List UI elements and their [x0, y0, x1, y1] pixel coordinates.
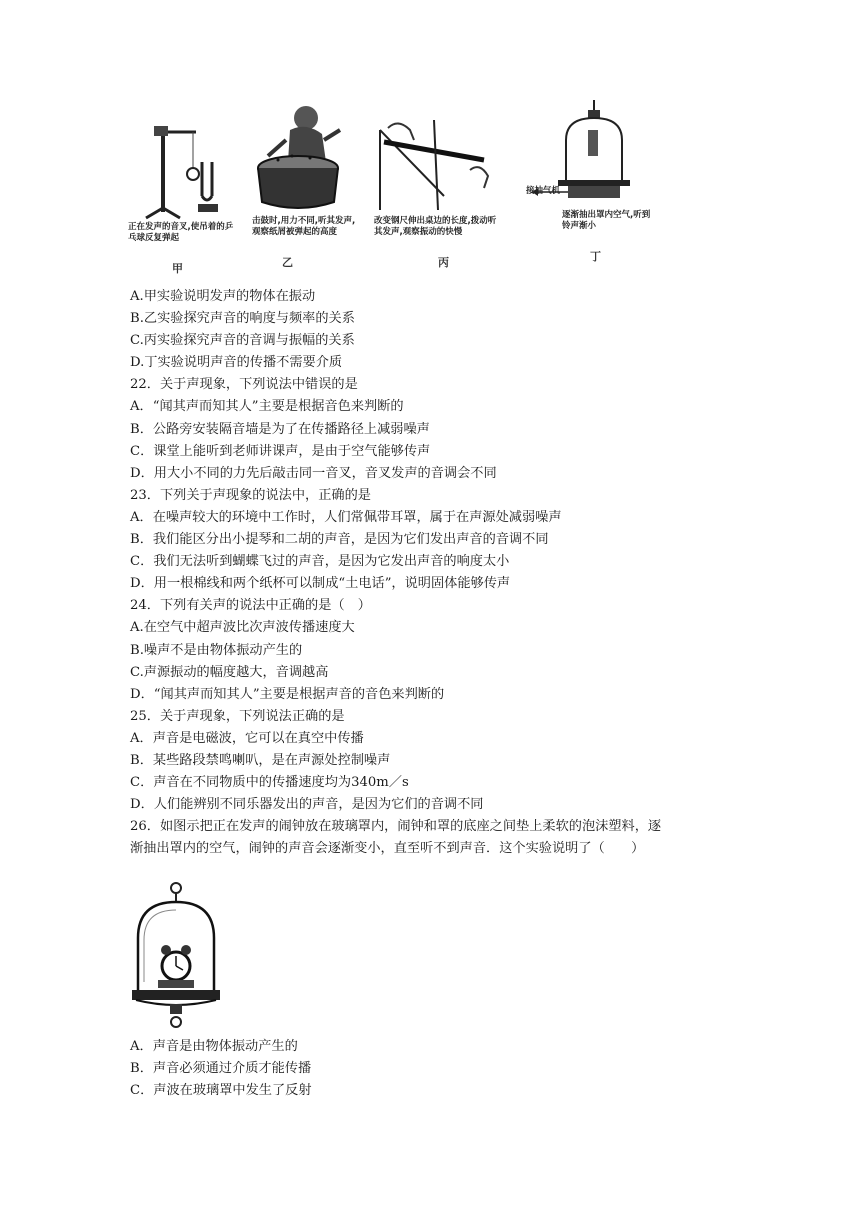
- q22-option-c: C．课堂上能听到老师讲课声，是由于空气能够传声: [130, 443, 431, 459]
- q22-stem: 22．关于声现象，下列说法中错误的是: [130, 377, 358, 393]
- q21-option-c: C.丙实验探究声音的音调与振幅的关系: [130, 333, 355, 349]
- figure-ding-caption: 逐渐抽出罩内空气,听到铃声渐小: [562, 210, 651, 231]
- figure-yi-caption: 击鼓时,用力不同,听其发声,观察纸屑被弹起的高度: [252, 216, 356, 237]
- q23-option-a: A．在噪声较大的环境中工作时，人们常佩带耳罩，属于在声源处减弱噪声: [130, 509, 562, 525]
- figure-bing-caption: 改变钢尺伸出桌边的长度,拨动听其发声,观察振动的快慢: [374, 216, 497, 237]
- figure-bing-label: 丙: [438, 256, 449, 269]
- q23-stem: 23．下列关于声现象的说法中，正确的是: [130, 487, 371, 503]
- figure-yi: [248, 100, 368, 278]
- q25-stem: 25．关于声现象，下列说法正确的是: [130, 708, 345, 724]
- q26-option-b: B．声音必须通过介质才能传播: [130, 1061, 312, 1077]
- q21-option-a: A.甲实验说明发声的物体在振动: [130, 289, 316, 304]
- q23-option-d: D．用一根棉线和两个纸杯可以制成“土电话”，说明固体能够传声: [130, 576, 511, 592]
- q25-option-a: A．声音是电磁波，它可以在真空中传播: [130, 730, 364, 746]
- question-text-block: [130, 286, 730, 860]
- q22-option-a: A．“闻其声而知其人”主要是根据音色来判断的: [130, 399, 404, 415]
- q21-option-d: D.丁实验说明声音的传播不需要介质: [130, 355, 343, 371]
- q25-option-d: D．人们能辨别不同乐器发出的声音，是因为它们的音调不同: [130, 797, 484, 813]
- q25-option-c: C．声音在不同物质中的传播速度均为340m／s: [130, 775, 409, 791]
- q25-option-b: B．某些路段禁鸣喇叭，是在声源处控制噪声: [130, 752, 391, 768]
- pump-label: 接抽气机: [526, 186, 561, 196]
- q24-option-b: B.噪声不是由物体振动产生的: [130, 642, 303, 658]
- drum-illustration: [248, 100, 358, 212]
- q22-option-d: D．用大小不同的力先后敲击同一音叉，音叉发声的音调会不同: [130, 465, 497, 481]
- tuning-fork-illustration: [128, 100, 248, 220]
- q24-stem: 24．下列有关声的说法中正确的是（ ）: [130, 598, 371, 614]
- ruler-illustration: [374, 100, 502, 212]
- q26-stem-line1: 26．如图示把正在发声的闹钟放在玻璃罩内，闹钟和罩的底座之间垫上柔软的泡沫塑料，逐: [130, 819, 662, 835]
- figure-ding: [526, 100, 651, 278]
- q26-option-c: C．声波在玻璃罩中发生了反射: [130, 1083, 312, 1099]
- q23-option-b: B．我们能区分出小提琴和二胡的声音，是因为它们发出声音的音调不同: [130, 532, 549, 548]
- figure-jia-label: 甲: [172, 262, 183, 275]
- q21-figure-row: [128, 100, 651, 278]
- figure-ding-label: 丁: [590, 250, 601, 263]
- q24-option-c: C.声源振动的幅度越大，音调越高: [130, 664, 329, 680]
- figure-yi-label: 乙: [282, 256, 293, 269]
- q24-option-a: A.在空气中超声波比次声波传播速度大: [130, 620, 355, 636]
- q23-option-c: C．我们无法听到蝴蝶飞过的声音，是因为它发出声音的响度太小: [130, 554, 510, 570]
- bell-jar-alarm-figure: [128, 882, 224, 1030]
- q24-option-d: D．“闻其声而知其人”主要是根据声音的音色来判断的: [130, 686, 445, 702]
- figure-jia-caption: 正在发声的音叉,使吊着的乒乓球反复弹起: [128, 222, 234, 243]
- q26-option-a: A．声音是由物体振动产生的: [130, 1039, 298, 1054]
- q21-option-b: B.乙实验探究声音的响度与频率的关系: [130, 311, 355, 327]
- figure-bing: [374, 100, 504, 278]
- q22-option-b: B．公路旁安装隔音墙是为了在传播路径上减弱噪声: [130, 421, 430, 437]
- q26-options: [130, 1036, 730, 1102]
- figure-jia: [128, 100, 248, 278]
- q26-stem-line2: 渐抽出罩内的空气，闹钟的声音会逐渐变小，直至听不到声音．这个实验说明了（ ）: [130, 841, 645, 857]
